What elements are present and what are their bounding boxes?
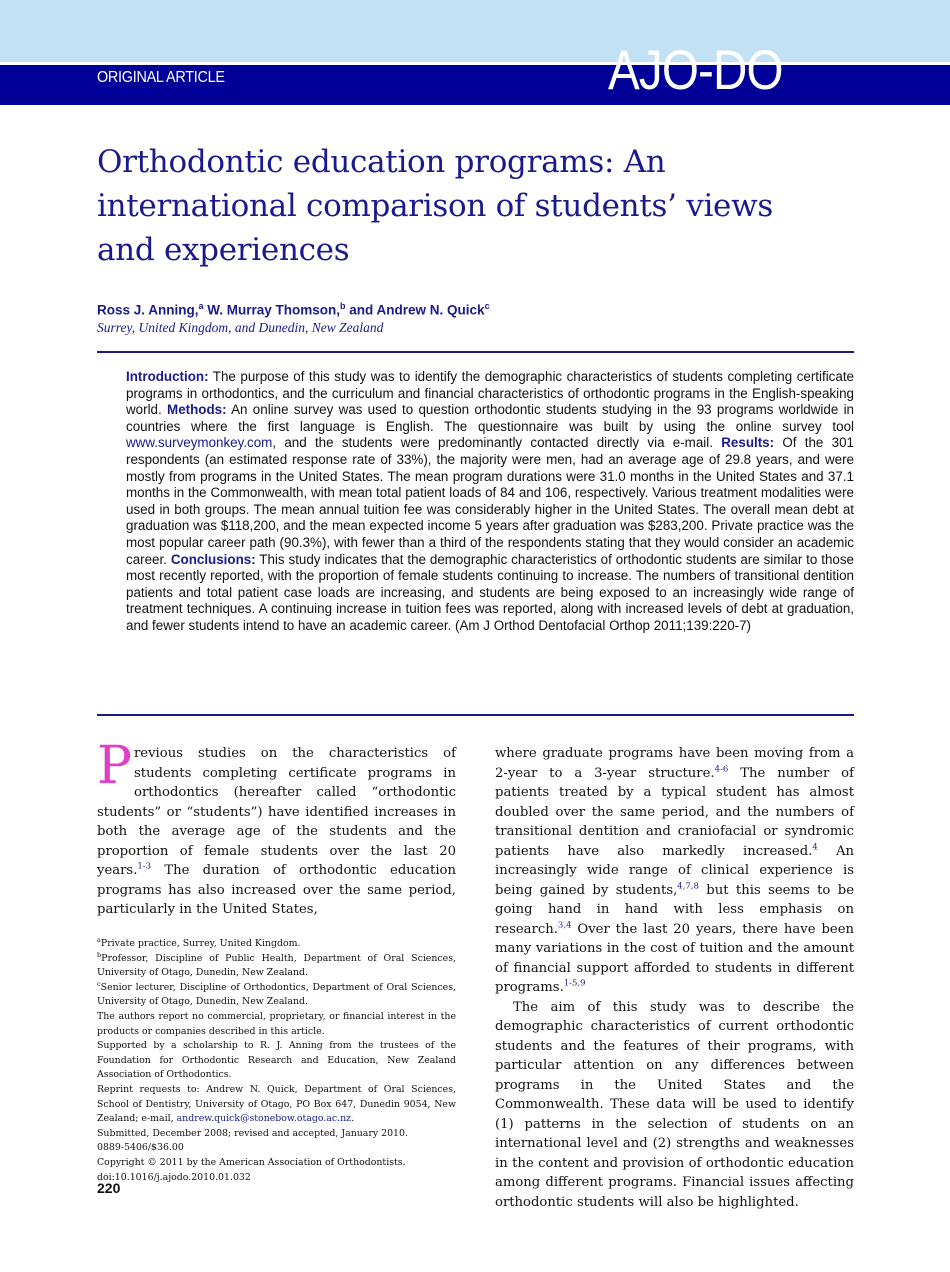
citation[interactable]: 4-6: [714, 764, 729, 775]
footnote-text: Reprint requests to: Andrew N. Quick, Department of Oral Sciences, School of Dentistry, University of Otago, PO Box 647, Dunedin 9054, New Zealand; e-mail,: [97, 1083, 456, 1125]
abstract: [126, 369, 854, 635]
footnotes: [97, 937, 456, 1185]
body-paragraph: [97, 736, 456, 920]
footnote: Copyright © 2011 by the American Association of Orthodontists.: [97, 1156, 406, 1168]
footnote: 0889-5406/$36.00: [97, 1142, 184, 1154]
survey-link[interactable]: www.surveymonkey.com: [126, 435, 273, 451]
abstract-text: An online survey was used to question orthodontic students studying in the 93 programs worldwide in countries where the first language is English. The questionnaire was built by using the online survey tool: [126, 402, 854, 434]
abstract-text: This study indicates that the demographic characteristics of orthodontic students are similar to those most recently reported, with the proportion of female students continuing to increase. The numbers of transitional dentition patients and total patient case loads are increasing, and students are being exposed to an increasingly wide range of treatment techniques. A continuing increase in tuition fees was reported, along with increased levels of debt at graduation, and fewer students intend to have an academic career. (Am J Orthod Dentofacial Orthop 2011;139:220-7): [126, 551, 854, 633]
footnote-text: Senior lecturer, Discipline of Orthodontics, Department of Oral Sciences, University of Otago, Dunedin, New Zealand.: [97, 981, 456, 1008]
body-column-left: [97, 736, 456, 920]
footnote-mark: a: [97, 935, 101, 944]
body-text: Over the last 20 years, there have been many variations in the cost of tuition and the amount of financial support afforded to students in different programs.: [495, 921, 854, 995]
body-column-right: [495, 744, 854, 1212]
drop-cap: P: [97, 736, 132, 796]
email-link[interactable]: andrew.quick@stonebow.otago.ac.nz: [176, 1113, 352, 1125]
footnote: [97, 952, 456, 981]
divider: [97, 351, 854, 353]
footnote: doi:10.1016/j.ajodo.2010.01.032: [97, 1171, 251, 1183]
journal-logo: AJO-DO: [608, 38, 783, 101]
author: W. Murray Thomson,: [203, 302, 341, 318]
citation[interactable]: 1-3: [137, 861, 152, 872]
citation[interactable]: 1-5,9: [563, 978, 586, 989]
author: Ross J. Anning,: [97, 302, 199, 318]
footnote: [97, 937, 456, 952]
abstract-label: Introduction:: [126, 369, 209, 384]
abstract-text: The purpose of this study was to identify the demographic characteristics of students completing certificate programs in orthodontics, and the curriculum and financial characteristics of orthodontic programs in the English-speaking world.: [126, 369, 854, 418]
footnote: Supported by a scholarship to R. J. Anning from the trustees of the Foundation for Orthodontic Research and Education, New Zealand Association of Orthodontics.: [97, 1040, 456, 1081]
header-light-band: [0, 0, 950, 62]
body-text: but this seems to be going hand in hand with less emphasis on research.: [495, 882, 855, 937]
footnote: Submitted, December 2008; revised and accepted, January 2010.: [97, 1127, 408, 1139]
footnote: [97, 981, 456, 1010]
footnote-mark: c: [97, 979, 101, 988]
body-text: where graduate programs have been moving from a 2-year to a 3-year structure.: [495, 746, 854, 781]
footnote: The authors report no commercial, proprietary, or financial interest in the products or companies described in this article.: [97, 1010, 456, 1037]
abstract-text: Of the 301 respondents (an estimated response rate of 33%), the majority were men, had an average age of 29.8 years, and were mostly from programs in the United States. The mean program durations were 31.0 months in the United States and 37.1 months in the Commonwealth, with mean total patient loads of 84 and 106, respectively. Various treatment modalities were used in both groups. The mean annual tuition fee was considerably higher in the United States. The overall mean debt at graduation was $118,200, and the mean expected income 5 years after graduation was $283,200. Private practice was the most popular career path (90.3%), with fewer than a third of the respondents stating that they would consider an academic career.: [126, 435, 854, 567]
abstract-label: Methods:: [167, 402, 227, 418]
footnote: [97, 1083, 456, 1127]
author-sup: c: [484, 301, 490, 311]
body-paragraph: [495, 744, 854, 998]
divider: [97, 714, 854, 716]
author-list: [97, 301, 490, 318]
article-title: Orthodontic education programs: An international comparison of students’ views and experiences: [97, 144, 773, 268]
author: and Andrew N. Quick: [345, 302, 485, 318]
body-text: revious studies on the characteristics of students completing certificate programs in orthodontics (hereafter called “orthodontic students” or “students”) have identified increases in both the average age of the students and the proportion of female students over the last 20 years.: [97, 746, 456, 878]
page-number: 220: [97, 1180, 121, 1196]
footnote-text: .: [351, 1113, 355, 1125]
abstract-label: Conclusions:: [170, 551, 256, 567]
body-text: An increasingly wide range of clinical experience is being gained by students,: [495, 843, 854, 898]
author-sup: a: [198, 301, 204, 311]
footnote-text: Private practice, Surrey, United Kingdom.: [100, 938, 301, 949]
body-text: The number of patients treated by a typical student has almost doubled over the same period, and the numbers of transitional dentition and craniofacial or syndromic patients have also markedly increased.: [495, 765, 854, 859]
footnote-text: Professor, Discipline of Public Health, Department of Oral Sciences, University of Otago, Dunedin, New Zealand.: [97, 952, 456, 979]
citation[interactable]: 3,4: [557, 920, 572, 931]
body-paragraph: The aim of this study was to describe the demographic characteristics of current orthodontic students and the features of their programs, with particular attention on any differences between programs in the United States and the Commonwealth. These data will be used to identify (1) patterns in the selection of students on an international level and (2) strengths and weaknesses in the content and provision of orthodontic education among different programs. Financial issues affecting orthodontic students will also be highlighted.: [495, 999, 854, 1210]
author-sup: b: [340, 301, 346, 311]
affiliation: Surrey, United Kingdom, and Dunedin, New Zealand: [97, 320, 384, 335]
footnote-mark: b: [97, 950, 102, 959]
abstract-text: , and the students were predominantly contacted directly via e-mail.: [272, 435, 713, 451]
citation[interactable]: 4: [812, 842, 818, 853]
citation[interactable]: 4,7,8: [677, 881, 699, 892]
section-label: ORIGINAL ARTICLE: [97, 69, 225, 86]
abstract-label: Results:: [721, 435, 775, 451]
body-text: The duration of orthodontic education programs has also increased over the same period, particularly in the United States,: [97, 863, 456, 917]
